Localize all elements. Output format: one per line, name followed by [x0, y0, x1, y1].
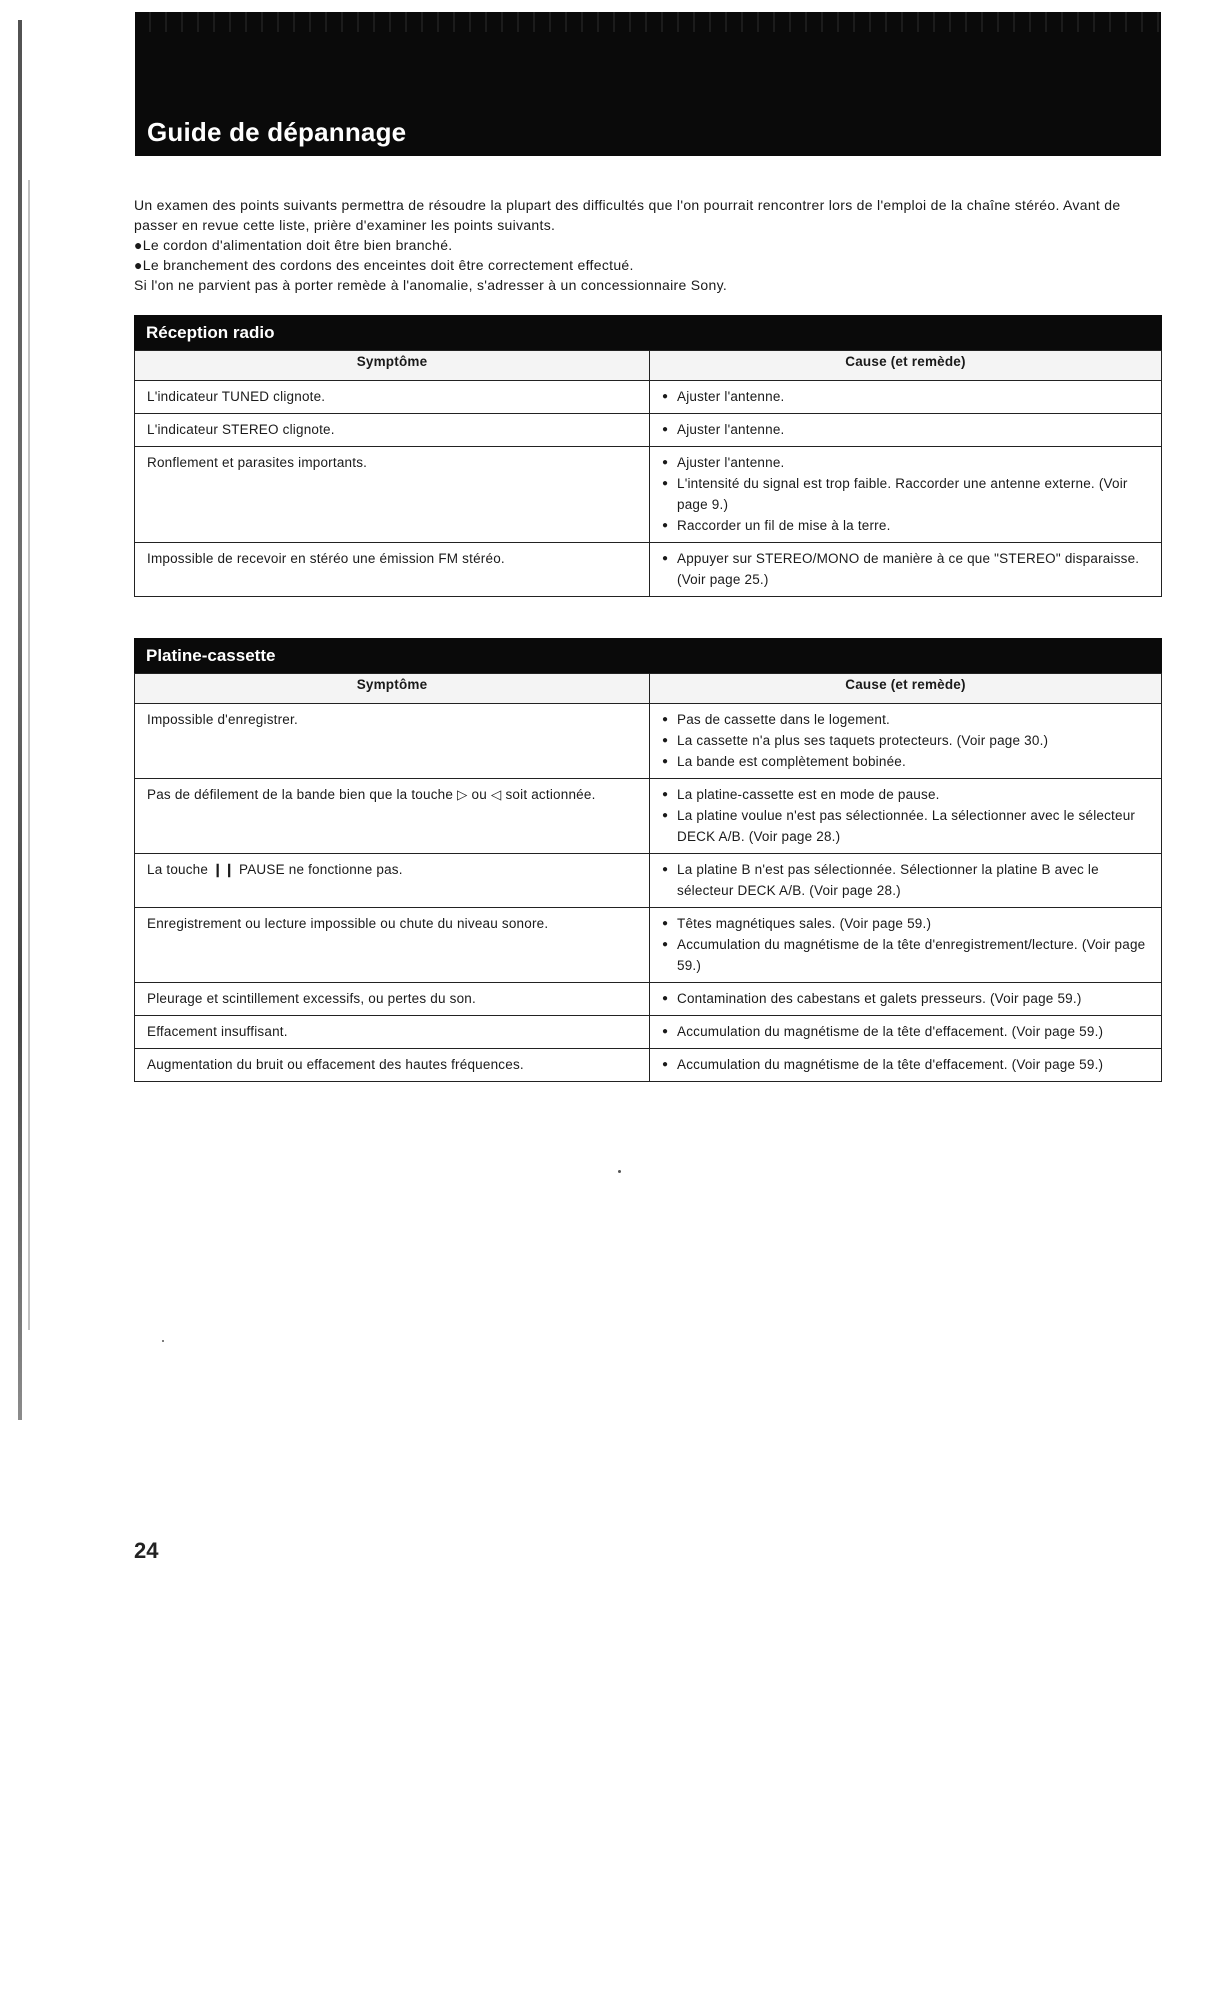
- cassette-rows: [135, 704, 1162, 1082]
- cause-cell: [650, 983, 1162, 1016]
- cause-cell: [650, 704, 1162, 779]
- cause-item: ● Accumulation du magnétisme de la tête d'effacement. (Voir page 59.): [662, 1054, 1149, 1075]
- binding-edge: [18, 20, 22, 1420]
- symptom-cell: L'indicateur TUNED clignote.: [135, 381, 650, 414]
- table-row: [135, 381, 1162, 414]
- cause-item: ● La bande est complètement bobinée.: [662, 751, 1149, 772]
- table-header-row: [135, 351, 1162, 381]
- cause-cell: [650, 908, 1162, 983]
- cause-item: ● La platine-cassette est en mode de pause.: [662, 784, 1149, 805]
- cause-item: ● Contamination des cabestans et galets presseurs. (Voir page 59.): [662, 988, 1149, 1009]
- cause-item: ● Ajuster l'antenne.: [662, 386, 1149, 407]
- symptom-cell: Impossible d'enregistrer.: [135, 704, 650, 779]
- table-row: [135, 414, 1162, 447]
- cause-list: [662, 988, 1149, 1009]
- radio-rows: [135, 381, 1162, 597]
- table-row: [135, 854, 1162, 908]
- cause-item: ● Raccorder un fil de mise à la terre.: [662, 515, 1149, 536]
- cause-list: [662, 913, 1149, 976]
- table-row: [135, 983, 1162, 1016]
- table-row: [135, 543, 1162, 597]
- cause-item: ● La cassette n'a plus ses taquets protecteurs. (Voir page 30.): [662, 730, 1149, 751]
- scan-speck: [618, 1170, 621, 1173]
- cause-item: ● Ajuster l'antenne.: [662, 452, 1149, 473]
- cause-item: ● Appuyer sur STEREO/MONO de manière à ce que "STEREO" disparaisse. (Voir page 25.): [662, 548, 1149, 590]
- table-row: [135, 779, 1162, 854]
- table-row: [135, 704, 1162, 779]
- table-header-row: [135, 674, 1162, 704]
- cause-list: [662, 548, 1149, 590]
- cause-cell: [650, 381, 1162, 414]
- cause-list: [662, 1054, 1149, 1075]
- scan-speck: [162, 1340, 164, 1342]
- cause-list: [662, 859, 1149, 901]
- cause-cell: [650, 1049, 1162, 1082]
- cassette-table: [134, 673, 1162, 1082]
- cause-item: ● Têtes magnétiques sales. (Voir page 59.): [662, 913, 1149, 934]
- radio-table: [134, 350, 1162, 597]
- symptom-cell: Pas de défilement de la bande bien que la touche ▷ ou ◁ soit actionnée.: [135, 779, 650, 854]
- table-row: [135, 1049, 1162, 1082]
- intro-dealer-note: Si l'on ne parvient pas à porter remède à l'anomalie, s'adresser à un concessionnaire Sony.: [134, 277, 728, 293]
- section-heading-radio: Réception radio: [134, 315, 1162, 350]
- column-header-symptom: Symptôme: [135, 674, 650, 704]
- cause-list: [662, 386, 1149, 407]
- symptom-cell: Impossible de recevoir en stéréo une émission FM stéréo.: [135, 543, 650, 597]
- column-header-cause: Cause (et remède): [650, 674, 1162, 704]
- page-title: Guide de dépannage: [147, 117, 407, 147]
- symptom-cell: L'indicateur STEREO clignote.: [135, 414, 650, 447]
- symptom-cell: Ronflement et parasites importants.: [135, 447, 650, 543]
- cause-list: [662, 1021, 1149, 1042]
- intro-bullet-speakers: ●Le branchement des cordons des enceintes doit être correctement effectué.: [134, 257, 634, 273]
- cause-item: ● Pas de cassette dans le logement.: [662, 709, 1149, 730]
- symptom-cell: La touche ❙❙ PAUSE ne fonctionne pas.: [135, 854, 650, 908]
- cause-cell: [650, 1016, 1162, 1049]
- cause-cell: [650, 447, 1162, 543]
- intro-paragraph: Un examen des points suivants permettra de résoudre la plupart des difficultés que l'on pourrait rencontrer lors de l'emploi de la chaîne stéréo. Avant de passer en revue cette liste, prière d'examiner les points suivants.: [134, 197, 1121, 233]
- banner-texture: [135, 12, 1161, 32]
- cause-cell: [650, 543, 1162, 597]
- table-row: [135, 447, 1162, 543]
- table-row: [135, 908, 1162, 983]
- column-header-cause: Cause (et remède): [650, 351, 1162, 381]
- intro-bullet-power: ●Le cordon d'alimentation doit être bien branché.: [134, 237, 453, 253]
- cause-item: ● La platine voulue n'est pas sélectionnée. La sélectionner avec le sélecteur DECK A/B. (Voir page 28.): [662, 805, 1149, 847]
- cause-list: [662, 419, 1149, 440]
- column-header-symptom: Symptôme: [135, 351, 650, 381]
- cause-item: ● Accumulation du magnétisme de la tête d'effacement. (Voir page 59.): [662, 1021, 1149, 1042]
- cause-item: ● Accumulation du magnétisme de la tête d'enregistrement/lecture. (Voir page 59.): [662, 934, 1149, 976]
- binding-edge-shadow: [28, 180, 30, 1330]
- section-cassette: [134, 638, 1162, 1082]
- cause-cell: [650, 779, 1162, 854]
- symptom-cell: Augmentation du bruit ou effacement des hautes fréquences.: [135, 1049, 650, 1082]
- table-row: [135, 1016, 1162, 1049]
- cause-list: [662, 709, 1149, 772]
- cause-cell: [650, 854, 1162, 908]
- symptom-cell: Enregistrement ou lecture impossible ou chute du niveau sonore.: [135, 908, 650, 983]
- title-banner: [135, 12, 1161, 156]
- cause-item: ● L'intensité du signal est trop faible. Raccorder une antenne externe. (Voir page 9.): [662, 473, 1149, 515]
- page-number: 24: [134, 1538, 159, 1563]
- symptom-cell: Pleurage et scintillement excessifs, ou pertes du son.: [135, 983, 650, 1016]
- cause-list: [662, 452, 1149, 536]
- section-radio: [134, 315, 1162, 597]
- cause-item: ● La platine B n'est pas sélectionnée. Sélectionner la platine B avec le sélecteur DECK A/B. (Voir page 28.): [662, 859, 1149, 901]
- symptom-cell: Effacement insuffisant.: [135, 1016, 650, 1049]
- intro-text: [134, 195, 1164, 295]
- cause-list: [662, 784, 1149, 847]
- section-heading-cassette: Platine-cassette: [134, 638, 1162, 673]
- cause-item: ● Ajuster l'antenne.: [662, 419, 1149, 440]
- cause-cell: [650, 414, 1162, 447]
